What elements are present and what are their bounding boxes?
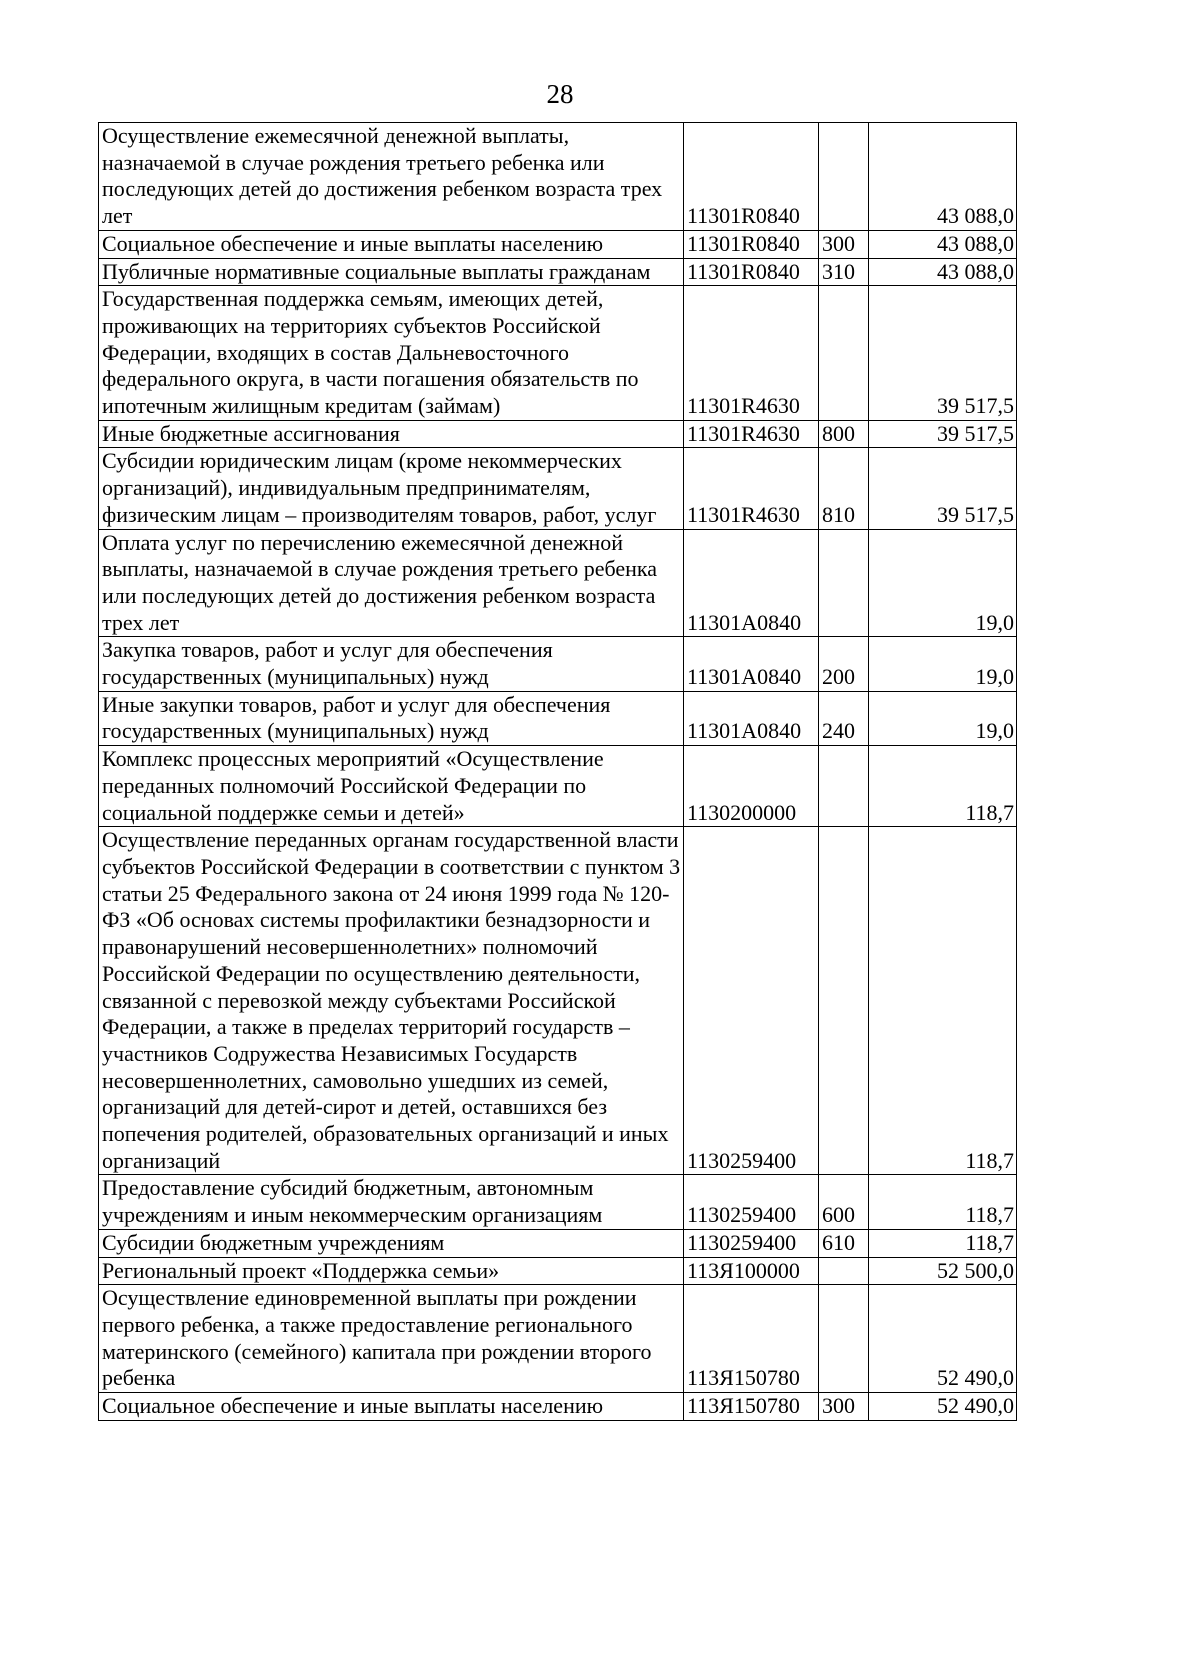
row-amount: 52 490,0 xyxy=(869,1393,1017,1421)
row-description: Региональный проект «Поддержка семьи» xyxy=(99,1257,684,1285)
budget-table xyxy=(98,122,1017,1421)
table-row xyxy=(99,637,1017,691)
row-expense-type xyxy=(819,529,869,637)
table-row xyxy=(99,529,1017,637)
row-target-code: 1130200000 xyxy=(684,746,819,827)
row-expense-type: 310 xyxy=(819,258,869,286)
row-description: Осуществление единовременной выплаты при рождении первого ребенка, а также предоставление регионального материнского (семейного) капитала при рождении второго ребенка xyxy=(99,1285,684,1393)
row-expense-type: 200 xyxy=(819,637,869,691)
row-description: Комплекс процессных мероприятий «Осуществление переданных полномочий Российской Федерации по социальной поддержке семьи и детей» xyxy=(99,746,684,827)
row-description: Государственная поддержка семьям, имеющих детей, проживающих на территориях субъектов Российской Федерации, входящих в состав Дальневосточного федерального округа, в части погашения обязательств по ипотечным жилищным кредитам (займам) xyxy=(99,286,684,421)
row-target-code: 113Я150780 xyxy=(684,1285,819,1393)
table-row xyxy=(99,420,1017,448)
row-amount: 43 088,0 xyxy=(869,230,1017,258)
row-amount: 19,0 xyxy=(869,691,1017,745)
row-amount: 118,7 xyxy=(869,827,1017,1175)
row-target-code: 11301R4630 xyxy=(684,448,819,529)
table-row xyxy=(99,286,1017,421)
row-description: Публичные нормативные социальные выплаты гражданам xyxy=(99,258,684,286)
row-expense-type xyxy=(819,286,869,421)
table-row xyxy=(99,1229,1017,1257)
row-target-code: 11301А0840 xyxy=(684,691,819,745)
row-description: Иные бюджетные ассигнования xyxy=(99,420,684,448)
row-target-code: 1130259400 xyxy=(684,1229,819,1257)
page-number: 28 xyxy=(546,79,574,109)
row-target-code: 11301R4630 xyxy=(684,420,819,448)
row-expense-type: 600 xyxy=(819,1175,869,1229)
table-row xyxy=(99,258,1017,286)
row-description: Социальное обеспечение и иные выплаты населению xyxy=(99,230,684,258)
row-amount: 52 500,0 xyxy=(869,1257,1017,1285)
row-description: Субсидии юридическим лицам (кроме некоммерческих организаций), индивидуальным предпринимателям, физическим лицам – производителям товаров, работ, услуг xyxy=(99,448,684,529)
row-amount: 19,0 xyxy=(869,529,1017,637)
row-description: Оплата услуг по перечислению ежемесячной денежной выплаты, назначаемой в случае рождения третьего ребенка или последующих детей до достижения ребенком возраста трех лет xyxy=(99,529,684,637)
table-row xyxy=(99,746,1017,827)
row-amount: 39 517,5 xyxy=(869,448,1017,529)
row-amount: 43 088,0 xyxy=(869,258,1017,286)
row-target-code: 1130259400 xyxy=(684,827,819,1175)
row-target-code: 11301А0840 xyxy=(684,637,819,691)
row-amount: 118,7 xyxy=(869,1229,1017,1257)
row-expense-type: 300 xyxy=(819,1393,869,1421)
row-expense-type: 810 xyxy=(819,448,869,529)
row-description: Иные закупки товаров, работ и услуг для обеспечения государственных (муниципальных) нужд xyxy=(99,691,684,745)
row-amount: 118,7 xyxy=(869,746,1017,827)
row-expense-type xyxy=(819,1285,869,1393)
table-row xyxy=(99,123,1017,231)
table-row xyxy=(99,1285,1017,1393)
row-amount: 52 490,0 xyxy=(869,1285,1017,1393)
row-target-code: 11301R0840 xyxy=(684,123,819,231)
row-description: Осуществление переданных органам государственной власти субъектов Российской Федерации в соответствии с пунктом 3 статьи 25 Федерального закона от 24 июня 1999 года № 120-ФЗ «Об основах системы профилактики безнадзорности и правонарушений несовершеннолетних» полномочий Российской Федерации по осуществлению деятельности, связанной с перевозкой между субъектами Российской Федерации, а также в пределах территорий государств – участников Содружества Независимых Государств несовершеннолетних, самовольно ушедших из семей, организаций для детей-сирот и детей, оставшихся без попечения родителей, образовательных организаций и иных организаций xyxy=(99,827,684,1175)
table-row xyxy=(99,1175,1017,1229)
row-description: Осуществление ежемесячной денежной выплаты, назначаемой в случае рождения третьего ребенка или последующих детей до достижения ребенком возраста трех лет xyxy=(99,123,684,231)
row-expense-type xyxy=(819,123,869,231)
table-row xyxy=(99,691,1017,745)
row-amount: 118,7 xyxy=(869,1175,1017,1229)
row-description: Субсидии бюджетным учреждениям xyxy=(99,1229,684,1257)
row-amount: 43 088,0 xyxy=(869,123,1017,231)
row-target-code: 113Я100000 xyxy=(684,1257,819,1285)
row-target-code: 11301R4630 xyxy=(684,286,819,421)
table-row xyxy=(99,1393,1017,1421)
row-expense-type: 800 xyxy=(819,420,869,448)
row-description: Закупка товаров, работ и услуг для обеспечения государственных (муниципальных) нужд xyxy=(99,637,684,691)
row-expense-type xyxy=(819,746,869,827)
row-amount: 39 517,5 xyxy=(869,420,1017,448)
row-expense-type xyxy=(819,827,869,1175)
table-row xyxy=(99,1257,1017,1285)
budget-table-body xyxy=(99,123,1017,1421)
row-target-code: 11301R0840 xyxy=(684,230,819,258)
row-expense-type: 610 xyxy=(819,1229,869,1257)
table-row xyxy=(99,827,1017,1175)
row-description: Социальное обеспечение и иные выплаты населению xyxy=(99,1393,684,1421)
row-amount: 39 517,5 xyxy=(869,286,1017,421)
table-row xyxy=(99,230,1017,258)
row-target-code: 1130259400 xyxy=(684,1175,819,1229)
row-expense-type xyxy=(819,1257,869,1285)
row-target-code: 11301А0840 xyxy=(684,529,819,637)
table-row xyxy=(99,448,1017,529)
row-amount: 19,0 xyxy=(869,637,1017,691)
row-target-code: 113Я150780 xyxy=(684,1393,819,1421)
row-target-code: 11301R0840 xyxy=(684,258,819,286)
row-description: Предоставление субсидий бюджетным, автономным учреждениям и иным некоммерческим организациям xyxy=(99,1175,684,1229)
row-expense-type: 300 xyxy=(819,230,869,258)
row-expense-type: 240 xyxy=(819,691,869,745)
